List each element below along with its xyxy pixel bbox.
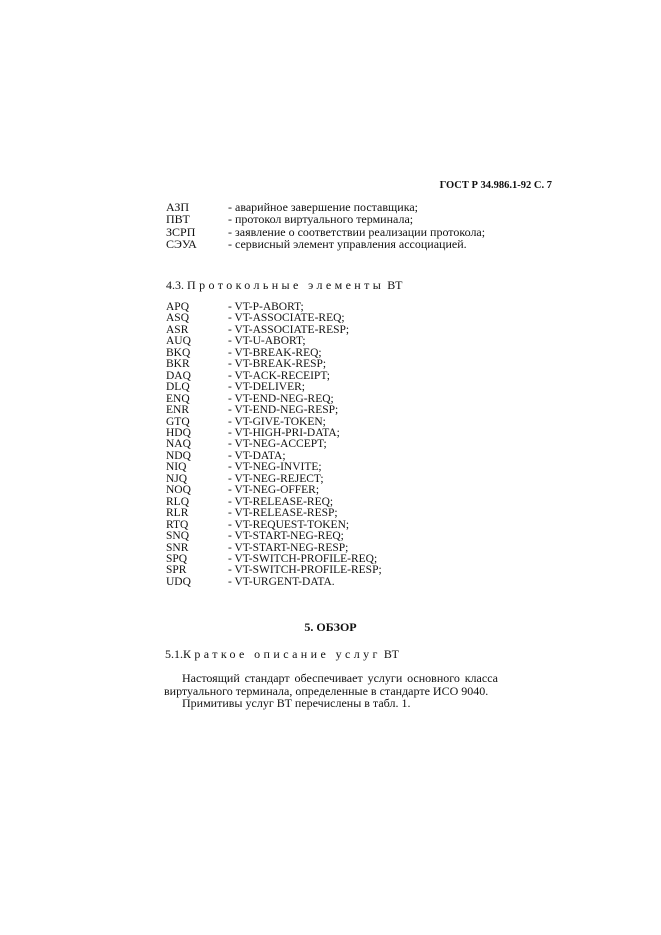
abbreviation-code: ПВТ (166, 212, 190, 227)
abbreviation-code: BKR (166, 358, 190, 371)
abbreviation-description: - заявление о соответствии реализации протокола; (228, 224, 486, 239)
list-item (166, 577, 382, 588)
page-header: ГОСТ Р 34.986.1-92 С. 7 (439, 180, 552, 191)
abbreviation-code: GTQ (166, 415, 190, 428)
abbreviation-code: СЭУА (166, 236, 197, 251)
abbreviation-description: - VT-START-NEG-RESP; (228, 541, 349, 554)
abbreviation-description: - VT-P-ABORT; (228, 301, 304, 313)
abbreviation-description: - VT-ASSOCIATE-REQ; (228, 312, 345, 325)
abbreviation-code: NOQ (166, 484, 191, 497)
paragraph: Примитивы услуг ВТ перечислены в табл. 1. (182, 696, 411, 710)
section-title: Протокольные элементы (187, 278, 385, 292)
protocol-element-list (166, 302, 382, 588)
list-item (166, 238, 485, 250)
list-item (166, 382, 382, 393)
abbreviation-code: ASQ (166, 312, 190, 325)
abbreviation-code: SNQ (166, 530, 190, 543)
abbreviation-code: DLQ (166, 381, 190, 394)
list-item (166, 213, 485, 225)
abbreviation-code: RLR (166, 507, 189, 520)
abbreviation-code: RLQ (166, 495, 189, 508)
section-number: 4.3. (166, 278, 184, 292)
list-item (166, 485, 382, 496)
abbreviation-code: NAQ (166, 438, 191, 451)
abbreviation-code: SPR (166, 564, 187, 577)
section-5-1-heading (165, 647, 399, 662)
abbreviation-description: - VT-SWITCH-PROFILE-REQ; (228, 552, 378, 565)
abbreviation-code: UDQ (166, 575, 191, 588)
abbreviation-code: АЗП (166, 200, 190, 214)
abbreviation-description: - VT-GIVE-TOKEN; (228, 415, 326, 428)
abbreviation-description: - VT-REQUEST-TOKEN; (228, 518, 350, 531)
abbreviation-description: - VT-SWITCH-PROFILE-RESP; (228, 564, 382, 577)
abbreviation-code: ENR (166, 404, 189, 417)
abbreviation-code: RTQ (166, 518, 189, 531)
abbreviation-description: - VT-END-NEG-REQ; (228, 392, 334, 405)
abbreviation-code: HDQ (166, 426, 191, 439)
abbreviation-code: NIQ (166, 461, 187, 474)
abbreviation-description: - VT-START-NEG-REQ; (228, 530, 344, 543)
abbreviation-code: ЗСРП (166, 224, 196, 239)
abbreviation-code: SNR (166, 541, 189, 554)
abbreviation-list (166, 201, 485, 250)
section-5-heading: 5. ОБЗОР (304, 620, 357, 634)
abbreviation-description: - VT-NEG-REJECT; (228, 472, 324, 485)
abbreviation-code: DAQ (166, 369, 191, 382)
abbreviation-code: ENQ (166, 392, 190, 405)
section-title: Краткое описание услуг (183, 647, 381, 661)
abbreviation-description: - аварийное завершение поставщика; (228, 200, 419, 214)
abbreviation-code: NJQ (166, 472, 188, 485)
abbreviation-description: - протокол виртуального терминала; (228, 212, 414, 227)
abbreviation-description: - VT-NEG-ACCEPT; (228, 438, 327, 451)
abbreviation-description: - VT-NEG-INVITE; (228, 461, 322, 474)
abbreviation-description: - VT-ACK-RECEIPT; (228, 369, 330, 382)
abbreviation-description: - VT-U-ABORT; (228, 335, 306, 348)
abbreviation-description: - VT-NEG-OFFER; (228, 484, 320, 497)
abbreviation-description: - VT-BREAK-RESP; (228, 358, 327, 371)
abbreviation-description: - VT-RELEASE-REQ; (228, 495, 334, 508)
abbreviation-code: ASR (166, 323, 189, 336)
abbreviation-code: BKQ (166, 346, 191, 359)
list-item (166, 508, 382, 519)
abbreviation-code: AUQ (166, 335, 191, 348)
section-suffix: ВТ (383, 647, 399, 661)
abbreviation-description: - VT-END-NEG-RESP; (228, 404, 339, 417)
section-number: 5.1. (165, 647, 183, 661)
list-item (166, 405, 382, 416)
abbreviation-code: SPQ (166, 552, 188, 565)
abbreviation-description: - VT-URGENT-DATA. (228, 575, 335, 588)
abbreviation-description: - VT-RELEASE-RESP; (228, 507, 338, 520)
abbreviation-description: - VT-DELIVER; (228, 381, 305, 394)
body-text (164, 672, 498, 710)
abbreviation-description: - сервисный элемент управления ассоциацией. (228, 236, 467, 251)
abbreviation-code: APQ (166, 301, 190, 313)
abbreviation-code: NDQ (166, 449, 191, 462)
abbreviation-description: - VT-BREAK-REQ; (228, 346, 322, 359)
section-4-3-heading (166, 278, 402, 293)
list-item (166, 359, 382, 370)
list-item (166, 531, 382, 542)
abbreviation-description: - VT-DATA; (228, 449, 286, 462)
abbreviation-description: - VT-ASSOCIATE-RESP; (228, 323, 350, 336)
paragraph: Настоящий стандарт обеспечивает услуги основного класса виртуального терминала, определенные в стандарте ИСО 9040. (164, 671, 498, 698)
section-suffix: ВТ (387, 278, 403, 292)
abbreviation-description: - VT-HIGH-PRI-DATA; (228, 426, 340, 439)
